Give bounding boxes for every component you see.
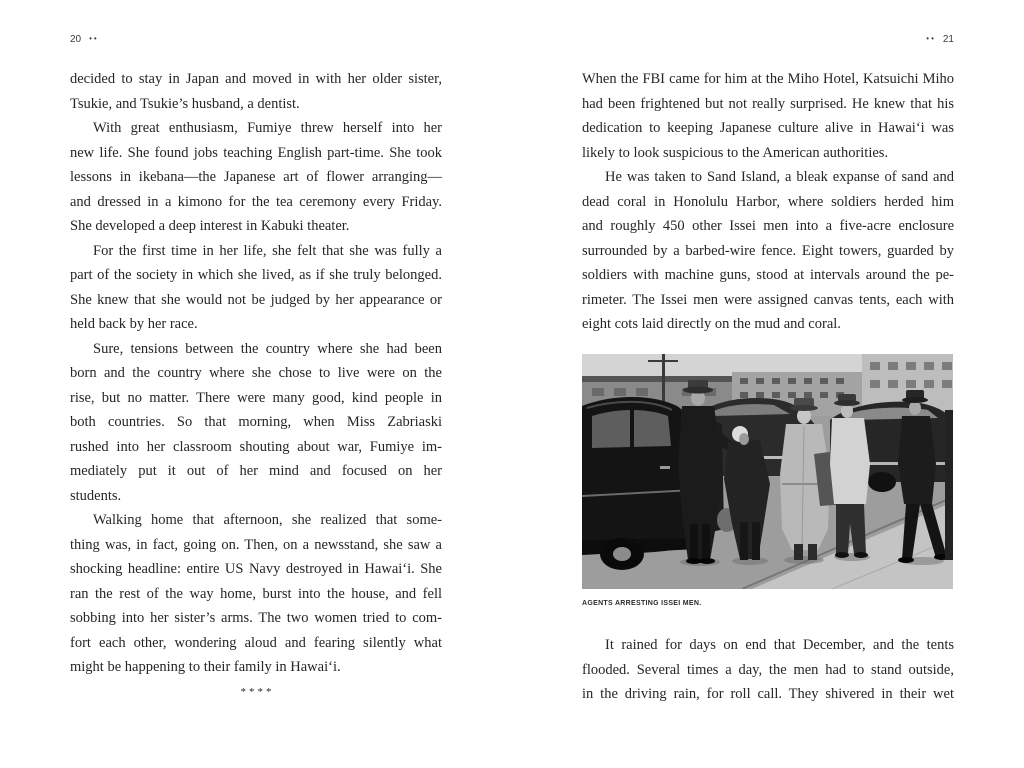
paragraph (582, 67, 954, 165)
text-line: eight cots laid directly on the mud and coral. (582, 316, 841, 332)
body-text (582, 633, 954, 707)
text-line: might be happening to their family in Hawaiʻi. (70, 659, 341, 675)
text-line: shocking headline: entire US Navy destroyed in Hawaiʻi. She (70, 561, 442, 577)
text-line: She developed a deep interest in Kabuki theater. (70, 218, 350, 234)
text-line: new life. She found jobs teaching English part-time. She took (70, 144, 442, 161)
text-line: thing was, in fact, going on. Then, on a newsstand, she saw a (70, 536, 442, 553)
section-break: **** (240, 685, 275, 698)
text-line: both countries. So that morning, when Miss Zabriaski (70, 414, 442, 430)
page-number: 21 (942, 34, 954, 45)
paragraph (582, 633, 954, 707)
paragraph (70, 508, 442, 680)
text-line: sobbing into her sister’s arms. The two women tried to com- (70, 610, 442, 626)
text-line: and dressed in a kimono for the tea ceremony every Friday. (70, 193, 442, 210)
figure-photo (582, 354, 953, 589)
text-line: mediately put it out of her mind and focused on her (70, 463, 442, 479)
text-line: She knew that she would not be judged by her appearance or (70, 291, 442, 308)
text-line: With great enthusiasm, Fumiye threw herself into her (93, 120, 442, 136)
paragraph (70, 239, 442, 337)
paragraph (582, 165, 954, 337)
text-line: likely to look suspicious to the American authorities. (582, 144, 889, 161)
page-header (70, 33, 99, 47)
text-line: fort each other, wondering aloud and fearing silently what (70, 634, 442, 651)
figure-caption: AGENTS ARRESTING ISSEI MEN. (582, 600, 702, 607)
text-line: and roughly 450 other Issei men into a five-acre enclosure (582, 218, 954, 234)
paragraph (70, 67, 442, 116)
photo-image (582, 354, 953, 589)
text-line: When the FBI came for him at the Miho Hotel, Katsuichi Miho (582, 71, 954, 87)
text-line: soldiers with machine guns, stood at intervals around the pe- (582, 267, 954, 283)
page-header (926, 33, 954, 47)
text-line: rushed into her classroom shouting about war, Fumiye im- (70, 438, 442, 455)
text-line: Walking home that afternoon, she realized that some- (93, 512, 442, 528)
text-line: decided to stay in Japan and moved in with her older sister, (70, 71, 442, 87)
text-line: lessons in ikebana—the Japanese art of flower arranging— (70, 169, 442, 185)
text-line: surrounded by a barbed-wire fence. Eight towers, guarded by (582, 242, 954, 259)
text-line: held back by her race. (70, 316, 198, 332)
text-line: flooded. Several times a day, the men had to stand outside, (582, 661, 954, 678)
man-partial (945, 410, 953, 560)
body-text (582, 67, 954, 337)
paragraph (70, 116, 442, 239)
text-line: part of the society in which she lived, as if she truly belonged. (70, 267, 442, 283)
right-page (512, 0, 1024, 768)
text-line: dead coral in Honolulu Harbor, where soldiers herded him (582, 193, 954, 210)
text-line: dedication to keeping Japanese culture alive in Hawaiʻi was (582, 120, 954, 136)
text-line: in the driving rain, for roll call. They shivered in their wet (582, 686, 954, 702)
text-line: rise, but no matter. There were many good, kind people in (70, 389, 442, 406)
text-line: It rained for days on end that December, and the tents (605, 637, 954, 653)
paragraph (70, 337, 442, 509)
text-line: had been frightened but not really surprised. He knew that his (582, 95, 954, 112)
text-line: rimeter. The Issei men were assigned canvas tents, each with (582, 291, 954, 308)
text-line: He was taken to Sand Island, a bleak expanse of sand and (605, 169, 954, 185)
text-line: students. (70, 487, 122, 504)
page-ornament: •• (926, 34, 936, 43)
text-line: Tsukie, and Tsukie’s husband, a dentist. (70, 95, 300, 112)
page-number: 20 (70, 34, 82, 45)
body-text (70, 67, 442, 704)
page-ornament: •• (89, 34, 99, 43)
text-line: Sure, tensions between the country where she had been (93, 340, 442, 357)
text-line: For the first time in her life, she felt that she was fully a (93, 242, 442, 259)
text-line: ran the rest of the way home, burst into the house, and fell (70, 585, 442, 602)
text-line: born and the country where she chose to live were on the (70, 365, 442, 381)
